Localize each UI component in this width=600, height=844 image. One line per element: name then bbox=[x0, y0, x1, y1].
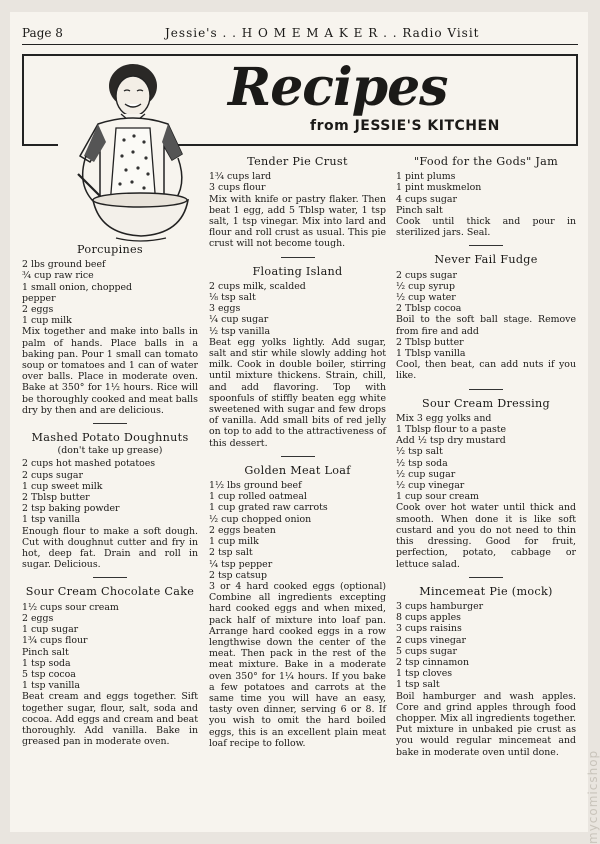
ingredient-line: 1 cup grated raw carrots bbox=[209, 502, 328, 514]
ingredient-list bbox=[396, 601, 576, 691]
ingredient-list bbox=[209, 281, 386, 337]
ingredient-line: 3 cups flour bbox=[209, 182, 266, 194]
ingredient-line: 1 tsp vanilla bbox=[22, 514, 81, 526]
ingredient-list bbox=[22, 458, 198, 525]
recipe bbox=[22, 432, 198, 570]
recipe-directions: Boil to the soft ball stage. Remove from fire and add bbox=[396, 314, 576, 337]
recipe-title: Sour Cream Chocolate Cake bbox=[25, 585, 195, 599]
ingredient-line: 1 tsp cloves bbox=[396, 668, 453, 680]
ingredient-line: 1¾ cups flour bbox=[22, 635, 88, 647]
ingredient-line: 2 tsp catsup bbox=[209, 569, 267, 581]
ingredient-line: 2 Tblsp butter bbox=[396, 336, 464, 348]
ingredient-line: 2 tsp baking powder bbox=[22, 503, 120, 515]
recipe-title: "Food for the Gods" Jam bbox=[413, 155, 559, 168]
recipe bbox=[22, 586, 198, 747]
ingredient-list bbox=[396, 337, 576, 359]
ingredient-line: 1 cup milk bbox=[209, 536, 259, 548]
recipe-directions: Beat egg yolks lightly. Add sugar, salt and stir while slowly adding hot milk. Cook in double boiler, stirring until mixture thickens. Strain, chill, and add flavoring. Top with spoonfuls of stiffly beaten egg white sweetened with sugar and few drops of vanilla. Add small bits of red jelly on top to add to the attractiveness of this dessert. bbox=[209, 336, 386, 449]
recipe bbox=[396, 398, 576, 570]
ingredient-list bbox=[22, 259, 198, 326]
ingredient-line: ½ cup sugar bbox=[396, 468, 456, 480]
ingredient-list bbox=[396, 171, 576, 216]
ingredient-line: 1 pint plums bbox=[396, 171, 456, 183]
ingredient-list bbox=[396, 413, 576, 503]
recipe-column-1 bbox=[22, 244, 198, 749]
banner-title: Recipes bbox=[228, 57, 448, 118]
ingredient-line: 1 cup sugar bbox=[22, 624, 79, 636]
ingredient-line: 1 cup rolled oatmeal bbox=[209, 491, 307, 503]
ingredient-line: Mix 3 egg yolks and bbox=[396, 412, 492, 424]
ingredient-line: ⅛ tsp salt bbox=[209, 292, 256, 304]
ingredient-line: Add ½ tsp dry mustard bbox=[396, 435, 506, 447]
recipe-title: Never Fail Fudge bbox=[434, 253, 538, 267]
ingredient-line: 2 cups vinegar bbox=[396, 634, 466, 646]
ingredient-line: 1 tsp salt bbox=[396, 679, 440, 691]
ingredient-line: ½ cup water bbox=[396, 292, 456, 304]
ingredient-list bbox=[209, 480, 386, 581]
recipe-divider bbox=[93, 423, 127, 424]
ingredient-line: ¼ cup sugar bbox=[209, 314, 269, 326]
ingredient-line: 1 cup sour cream bbox=[396, 491, 479, 503]
recipe-title: Mashed Potato Doughnuts bbox=[31, 431, 189, 445]
ingredient-line: ½ cup vinegar bbox=[396, 480, 465, 492]
ingredient-line: ¼ tsp pepper bbox=[209, 558, 273, 570]
ingredient-line: 2 cups milk, scalded bbox=[209, 280, 306, 292]
ingredient-line: 1 Tblsp vanilla bbox=[396, 348, 466, 360]
ingredient-line: 2 tsp salt bbox=[209, 547, 253, 559]
watermark: mycomicshop bbox=[586, 749, 600, 844]
recipe bbox=[396, 254, 576, 381]
ingredient-line: 1 cup sweet milk bbox=[22, 480, 103, 492]
recipe bbox=[22, 244, 198, 416]
ingredient-line: ½ tsp vanilla bbox=[209, 325, 271, 337]
recipe bbox=[209, 465, 386, 749]
ingredient-line: ½ cup syrup bbox=[396, 280, 455, 292]
ingredient-line: Pinch salt bbox=[396, 204, 443, 216]
ingredient-line: 1 cup milk bbox=[22, 315, 72, 327]
ingredient-line: pepper bbox=[22, 292, 56, 304]
recipe-divider bbox=[469, 389, 503, 390]
ingredient-line: 2 cups hot mashed potatoes bbox=[22, 458, 156, 470]
ingredient-line: 2 eggs bbox=[22, 612, 54, 624]
ingredient-line: ½ tsp soda bbox=[396, 457, 448, 469]
banner-subtitle: from JESSIE'S KITCHEN bbox=[310, 118, 500, 134]
ingredient-line: 3 eggs bbox=[209, 303, 241, 315]
recipe-divider bbox=[281, 257, 315, 258]
ingredient-line: Pinch salt bbox=[22, 646, 69, 658]
ingredient-line: 1 tsp soda bbox=[22, 657, 71, 669]
magazine-page bbox=[10, 12, 600, 844]
recipe-directions: Beat cream and eggs together. Sift together sugar, flour, salt, soda and cocoa. Add eggs and cream and beat thoroughly. Add vanilla. Bake in greased pan in moderate oven. bbox=[22, 691, 198, 748]
ingredient-line: 1½ lbs ground beef bbox=[209, 480, 302, 492]
ingredient-line: 5 tsp cocoa bbox=[22, 668, 76, 680]
ingredient-line: ½ cup chopped onion bbox=[209, 513, 312, 525]
ingredient-line: 2 eggs beaten bbox=[209, 524, 276, 536]
recipe-divider bbox=[469, 577, 503, 578]
header-rule bbox=[22, 44, 578, 45]
ingredient-line: 1 tsp vanilla bbox=[22, 680, 81, 692]
recipe-title: Sour Cream Dressing bbox=[422, 396, 550, 410]
recipe bbox=[396, 156, 576, 238]
ingredient-line: 2 cups sugar bbox=[22, 469, 83, 481]
ingredient-line: 2 eggs bbox=[22, 304, 54, 316]
ingredient-line: ½ tsp salt bbox=[396, 446, 443, 458]
page-number: Page 8 bbox=[22, 26, 63, 40]
recipe-directions: Mix with knife or pastry flaker. Then beat 1 egg, add 5 Tblsp water, 1 tsp salt, 1 tsp vinegar. Mix into lard and flour and roll crust as usual. This pie crust will not become tough. bbox=[209, 193, 386, 250]
ingredient-line: 1 small onion, chopped bbox=[22, 281, 133, 293]
recipe-directions: Mix together and make into balls in palm of hands. Place balls in a baking pan. Pour 1 small can tomato soup or tomatoes and 1 can of water over balls. Place in moderate oven. Bake at 350° for 1½ hours. Rice will be thoroughly cooked and meat balls dry by then and are delicious. bbox=[22, 326, 198, 416]
recipe-divider bbox=[469, 245, 503, 246]
recipe-title: Golden Meat Loaf bbox=[244, 463, 351, 477]
ingredient-list bbox=[396, 270, 576, 315]
recipe bbox=[209, 266, 386, 449]
ingredient-line: 2 tsp cinnamon bbox=[396, 656, 469, 668]
ingredient-line: 2 cups sugar bbox=[396, 269, 457, 281]
ingredient-line: 8 cups apples bbox=[396, 612, 461, 624]
recipe-column-2 bbox=[209, 156, 386, 751]
ingredient-line: 1 Tblsp flour to a paste bbox=[396, 424, 507, 436]
recipe-directions: Enough flour to make a soft dough. Cut with doughnut cutter and fry in hot, deep fat. Drain and roll in sugar. Delicious. bbox=[22, 525, 198, 571]
ingredient-line: 3 cups hamburger bbox=[396, 600, 484, 612]
recipe-directions: 3 or 4 hard cooked eggs (optional) Combine all ingredients excepting hard cooked eggs and when mixed, pack half of mixture into loaf pan. Arrange hard cooked eggs in a row lengthwise down the center of the meat. Then pack in the rest of the meat mixture. Bake in a moderate oven 350° for 1¼ hours. If you bake a few potatoes and carrots at the same time you will have an easy, tasty oven dinner, serving 6 or 8. If you wish to omit the hard boiled eggs, this is an excellent plain meat loaf recipe to follow. bbox=[209, 580, 386, 749]
recipe-directions: Cool, then beat, can add nuts if you like. bbox=[396, 359, 576, 382]
ingredient-line: 1 pint muskmelon bbox=[396, 182, 482, 194]
ingredient-line: ¾ cup raw rice bbox=[22, 270, 94, 282]
ingredient-line: 2 Tblsp butter bbox=[22, 492, 90, 504]
recipe bbox=[209, 156, 386, 250]
recipe-divider bbox=[281, 456, 315, 457]
recipe-directions: Cook until thick and pour in sterilized jars. Seal. bbox=[396, 216, 576, 239]
recipe-title: Porcupines bbox=[77, 243, 143, 256]
cook-illustration bbox=[38, 56, 203, 246]
recipe-directions: Cook over hot water until thick and smooth. When done it is like soft custard and you do not need to thin this dressing. Good for fruit, perfection, potato, cabbage or lettuce salad. bbox=[396, 502, 576, 570]
ingredient-line: 1½ cups sour cream bbox=[22, 601, 119, 613]
recipe-title: Mincemeat Pie (mock) bbox=[419, 584, 553, 598]
recipe-divider bbox=[93, 577, 127, 578]
recipe-title: Floating Island bbox=[252, 264, 343, 278]
ingredient-line: 2 lbs ground beef bbox=[22, 259, 106, 271]
ingredient-line: 1¾ cups lard bbox=[209, 171, 272, 183]
ingredient-list bbox=[22, 602, 198, 692]
ingredient-line: 4 cups sugar bbox=[396, 193, 457, 205]
recipe bbox=[396, 586, 576, 758]
ingredient-line: 5 cups sugar bbox=[396, 645, 457, 657]
recipe-directions: Boil hamburger and wash apples. Core and grind apples through food chopper. Mix all ingredients together. Put mixture in unbaked pie crust as you would regular mincemeat and bake in moderate oven until done. bbox=[396, 690, 576, 758]
recipe-title: Tender Pie Crust bbox=[247, 155, 348, 168]
recipe-subtitle: (don't take up grease) bbox=[57, 445, 163, 457]
ingredient-line: 3 cups raisins bbox=[396, 623, 462, 635]
running-header: Jessie's . . H O M E M A K E R . . Radio Visit bbox=[165, 26, 480, 40]
ingredient-line: 2 Tblsp cocoa bbox=[396, 303, 462, 315]
recipe-column-3 bbox=[396, 156, 576, 760]
ingredient-list bbox=[209, 171, 386, 193]
